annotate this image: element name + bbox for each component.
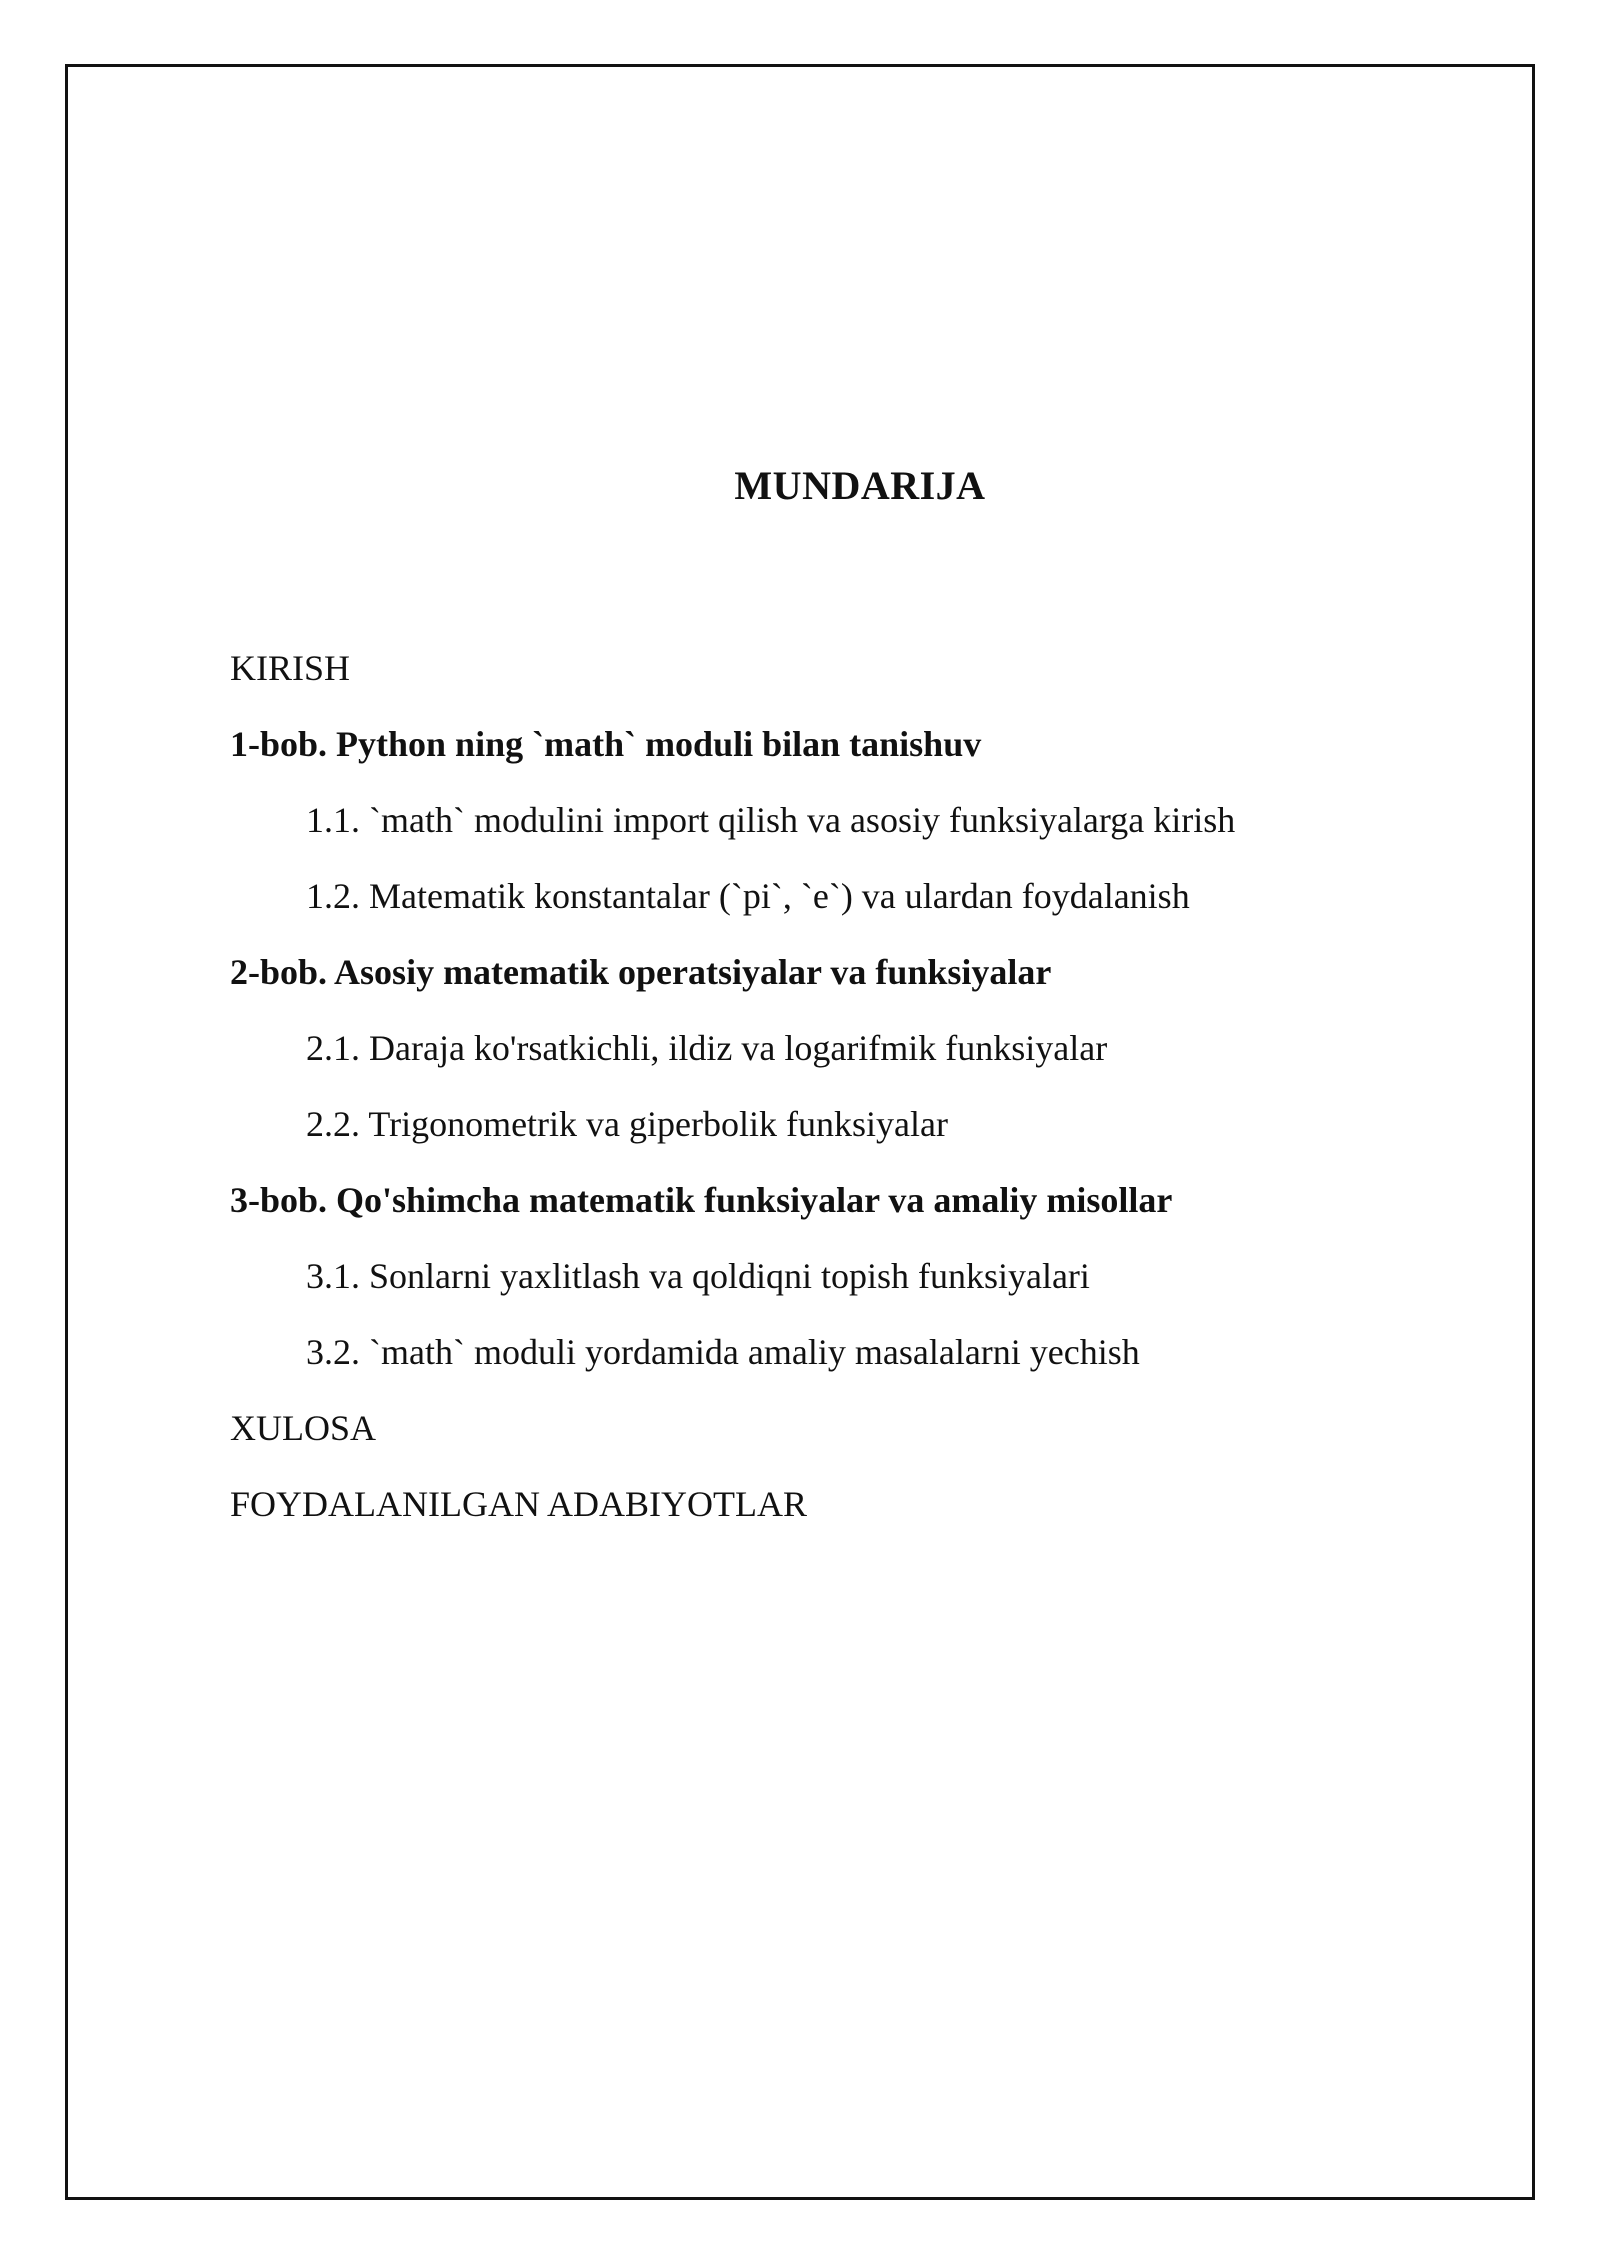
toc-chapter-2: 2-bob. Asosiy matematik operatsiyalar va funksiyalar [230, 952, 1052, 992]
table-of-contents [230, 640, 1235, 1552]
toc-chapter-3: 3-bob. Qo'shimcha matematik funksiyalar va amaliy misollar [230, 1180, 1173, 1220]
toc-entry-xulosa: XULOSA [230, 1408, 377, 1448]
page-title: MUNDARIJA [734, 463, 986, 508]
toc-section-3-2: 3.2. `math` moduli yordamida amaliy masalalarni yechish [306, 1332, 1140, 1372]
toc-section-3-1: 3.1. Sonlarni yaxlitlash va qoldiqni topish funksiyalari [306, 1256, 1090, 1296]
toc-section-2-1: 2.1. Daraja ko'rsatkichli, ildiz va logarifmik funksiyalar [306, 1028, 1108, 1068]
toc-section-1-2: 1.2. Matematik konstantalar (`pi`, `e`) va ulardan foydalanish [306, 876, 1190, 916]
toc-section-2-2: 2.2. Trigonometrik va giperbolik funksiyalar [306, 1104, 948, 1144]
toc-entry-adabiyotlar: FOYDALANILGAN ADABIYOTLAR [230, 1484, 807, 1524]
toc-chapter-1: 1-bob. Python ning `math` moduli bilan tanishuv [230, 724, 982, 764]
toc-entry-kirish: KIRISH [230, 648, 351, 688]
toc-section-1-1: 1.1. `math` modulini import qilish va asosiy funksiyalarga kirish [306, 800, 1236, 840]
